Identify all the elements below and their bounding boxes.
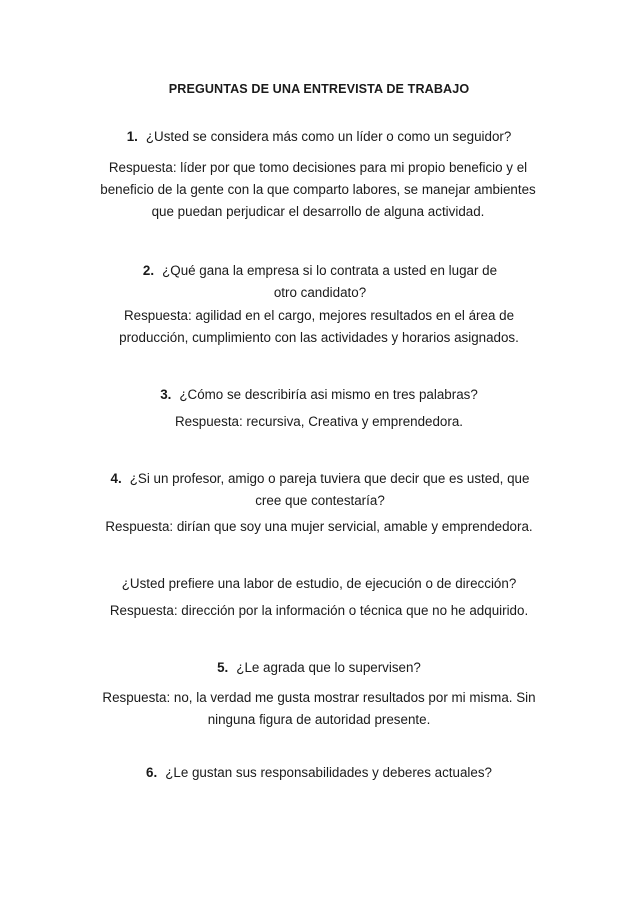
question-number: 1. xyxy=(126,129,138,144)
question-6 xyxy=(88,762,550,784)
answer-3: Respuesta: recursiva, Creativa y emprendedora. xyxy=(174,414,464,429)
question-number: 3. xyxy=(160,387,172,402)
question-unnumbered xyxy=(60,573,578,595)
answer-unnumbered: Respuesta: dirección por la información o técnica que no he adquirido. xyxy=(109,603,529,618)
question-text: ¿Cómo se describiría asi mismo en tres palabras? xyxy=(179,387,478,402)
question-number: 6. xyxy=(146,765,158,780)
question-1 xyxy=(88,126,550,148)
answer-1: Respuesta: líder por que tomo decisiones para mi propio beneficio y el beneficio de la gente con la que comparto labores, se manejar ambientes que puedan perjudicar el desarrollo de alguna actividad. xyxy=(100,160,536,219)
question-text: ¿Le gustan sus responsabilidades y deberes actuales? xyxy=(165,765,492,780)
question-3 xyxy=(88,384,550,406)
answer-2: Respuesta: agilidad en el cargo, mejores resultados en el área de producción, cumplimiento con las actividades y horarios asignados. xyxy=(119,308,519,345)
question-5 xyxy=(88,657,550,679)
question-2 xyxy=(130,260,510,304)
question-number: 4. xyxy=(110,471,122,486)
question-text: ¿Le agrada que lo supervisen? xyxy=(236,660,421,675)
answer-5: Respuesta: no, la verdad me gusta mostrar resultados por mi misma. Sin ninguna figura de autoridad presente. xyxy=(102,690,536,727)
question-text: ¿Qué gana la empresa si lo contrata a usted en lugar de otro candidato? xyxy=(162,263,498,300)
question-number: 5. xyxy=(217,660,229,675)
question-text: ¿Usted prefiere una labor de estudio, de ejecución o de dirección? xyxy=(121,576,517,591)
answer-4: Respuesta: dirían que soy una mujer servicial, amable y emprendedora. xyxy=(105,519,533,534)
question-4 xyxy=(100,468,540,512)
document-title: PREGUNTAS DE UNA ENTREVISTA DE TRABAJO xyxy=(168,82,470,96)
question-text: ¿Si un profesor, amigo o pareja tuviera que decir que es usted, que cree que contestaría? xyxy=(129,471,530,508)
question-number: 2. xyxy=(142,263,155,278)
question-text: ¿Usted se considera más como un líder o como un seguidor? xyxy=(145,129,512,144)
